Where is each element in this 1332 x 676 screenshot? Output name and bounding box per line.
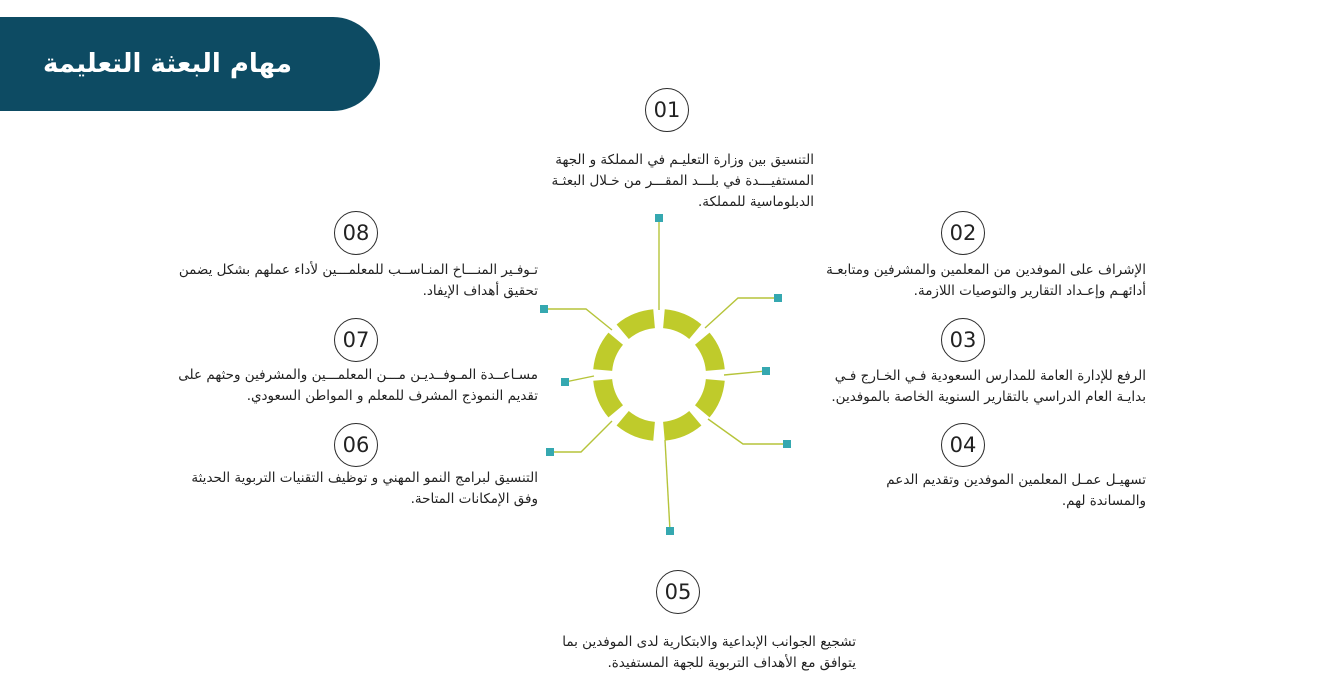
connector-endpoint bbox=[783, 440, 791, 448]
connector-endpoint bbox=[561, 378, 569, 386]
ring-segment bbox=[617, 411, 655, 441]
task-02-number: 02 bbox=[941, 211, 985, 255]
ring-segment bbox=[695, 379, 725, 417]
center-ring bbox=[593, 309, 724, 440]
ring-segment bbox=[617, 309, 655, 339]
ring-segment bbox=[663, 309, 701, 339]
ring-segment bbox=[593, 379, 623, 417]
task-04-number: 04 bbox=[941, 423, 985, 467]
task-05-number: 05 bbox=[656, 570, 700, 614]
page-title: مهام البعثة التعليمة bbox=[43, 49, 292, 79]
ring-segment bbox=[663, 411, 701, 441]
task-07-number: 07 bbox=[334, 318, 378, 362]
task-03-number: 03 bbox=[941, 318, 985, 362]
connector-endpoint bbox=[540, 305, 548, 313]
task-04-text: تسهيـل عمـل المعلمين الموفدين وتقديم الدعم والمساندة لهم. bbox=[886, 472, 1146, 509]
connector-line bbox=[665, 440, 670, 531]
task-02-text: الإشراف على الموفدين من المعلمين والمشرفين ومتابعـة أدائهـم وإعـداد التقارير والتوصيات اللازمة. bbox=[826, 262, 1146, 299]
connector-endpoint bbox=[666, 527, 674, 535]
connector-endpoint bbox=[546, 448, 554, 456]
ring-segment bbox=[695, 333, 725, 371]
connector-line bbox=[708, 419, 787, 444]
task-07-text: مسـاعــدة المـوفــديـن مـــن المعلمـــين والمشرفين وحثهم على تقديم النموذج المشرف للمعلم و المواطن السعودي. bbox=[178, 367, 538, 404]
connector-line bbox=[544, 309, 612, 330]
connector-line bbox=[550, 421, 612, 452]
task-05-text: تشجيع الجوانب الإبداعية والابتكارية لدى الموفدين بما يتوافق مع الأهداف التربوية للجهة المستفيدة. bbox=[562, 634, 856, 671]
task-08-text: تـوفـير المنـــاخ المنـاســب للمعلمـــين لأداء عملهم بشكل يضمن تحقيق أهداف الإيفاد. bbox=[178, 262, 538, 299]
task-08-number: 08 bbox=[334, 211, 378, 255]
task-01-text: التنسيق بين وزارة التعليـم في المملكة و الجهة المستفيـــدة في بلـــد المقـــر من خـلال البعثـة الدبلوماسية للمملكة. bbox=[551, 152, 814, 210]
connector-line bbox=[705, 298, 778, 328]
task-06-text: التنسيق لبرامج النمو المهني و توظيف التقنيات التربوية الحديثة وفق الإمكانات المتاحة. bbox=[191, 470, 538, 507]
ring-segment bbox=[593, 333, 623, 371]
task-06-number: 06 bbox=[334, 423, 378, 467]
task-01-number: 01 bbox=[645, 88, 689, 132]
task-03-text: الرفع للإدارة العامة للمدارس السعودية فـي الخـارج فـي بدايـة العام الدراسي بالتقارير السنوية الخاصة بالموفدين. bbox=[831, 368, 1146, 405]
connector-endpoint bbox=[655, 214, 663, 222]
connector-line bbox=[565, 376, 594, 382]
